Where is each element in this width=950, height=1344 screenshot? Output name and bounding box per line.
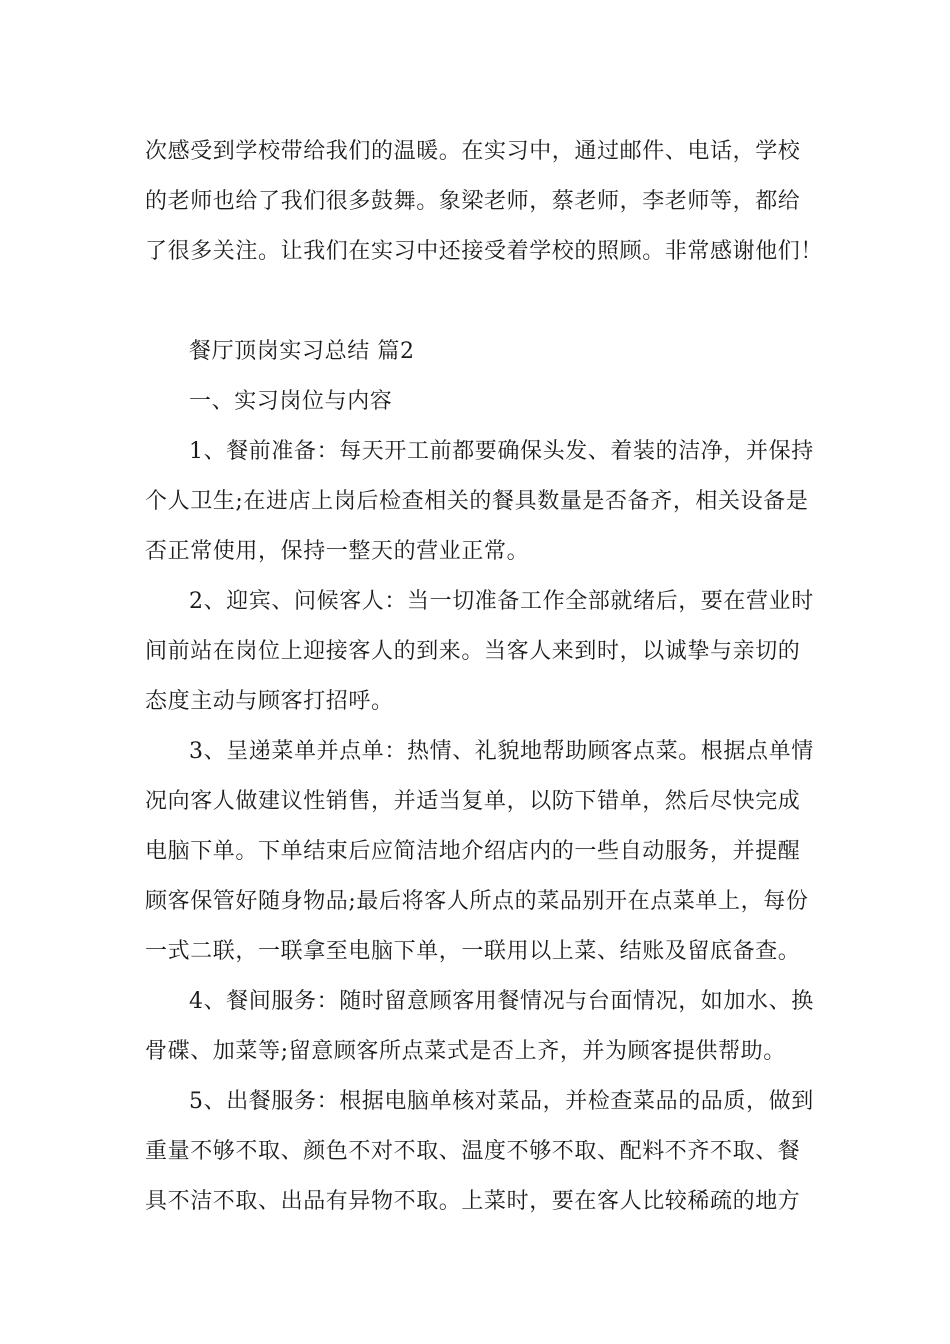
paragraph-line: 5、出餐服务：根据电脑单核对菜品，并检查菜品的品质，做到 bbox=[189, 1089, 814, 1114]
paragraph-line: 电脑下单。下单结束后应简洁地介绍店内的一些自动服务，并提醒 bbox=[145, 839, 801, 864]
paragraph-line: 1、餐前准备：每天开工前都要确保头发、着装的洁净，并保持 bbox=[189, 439, 814, 464]
intro-line: 次感受到学校带给我们的温暖。在实习中，通过邮件、电话，学校 bbox=[145, 139, 801, 164]
paragraph-line: 间前站在岗位上迎接客人的到来。当客人来到时，以诚挚与亲切的 bbox=[145, 639, 801, 664]
paragraph-line: 骨碟、加菜等;留意顾客所点菜式是否上齐，并为顾客提供帮助。 bbox=[145, 1039, 786, 1064]
paragraph-line: 具不洁不取、出品有异物不取。上菜时，要在客人比较稀疏的地方 bbox=[145, 1189, 801, 1214]
paragraph-line: 况向客人做建议性销售，并适当复单，以防下错单，然后尽快完成 bbox=[145, 789, 801, 814]
paragraph-line: 2、迎宾、问候客人：当一切准备工作全部就绪后，要在营业时 bbox=[189, 589, 814, 614]
paragraph-line: 态度主动与顾客打招呼。 bbox=[145, 689, 394, 714]
intro-line: 了很多关注。让我们在实习中还接受着学校的照顾。非常感谢他们！ bbox=[145, 239, 824, 264]
paragraph-line: 一式二联，一联拿至电脑下单，一联用以上菜、结账及留底备查。 bbox=[145, 939, 801, 964]
paragraph-line: 3、呈递菜单并点单：热情、礼貌地帮助顾客点菜。根据点单情 bbox=[189, 739, 814, 764]
paragraph-line: 4、餐间服务：随时留意顾客用餐情况与台面情况，如加水、换 bbox=[189, 989, 814, 1014]
paragraph-line: 个人卫生;在进店上岗后检查相关的餐具数量是否备齐，相关设备是 bbox=[145, 489, 809, 514]
subheading: 一、实习岗位与内容 bbox=[189, 389, 393, 414]
section-title: 餐厅顶岗实习总结 篇2 bbox=[189, 339, 415, 364]
paragraph-line: 否正常使用，保持一整天的营业正常。 bbox=[145, 539, 530, 564]
paragraph-line: 重量不够不取、颜色不对不取、温度不够不取、配料不齐不取、餐 bbox=[145, 1139, 801, 1164]
paragraph-line: 顾客保管好随身物品;最后将客人所点的菜品别开在点菜单上，每份 bbox=[145, 889, 809, 914]
intro-line: 的老师也给了我们很多鼓舞。象梁老师，蔡老师，李老师等，都给 bbox=[145, 189, 801, 214]
